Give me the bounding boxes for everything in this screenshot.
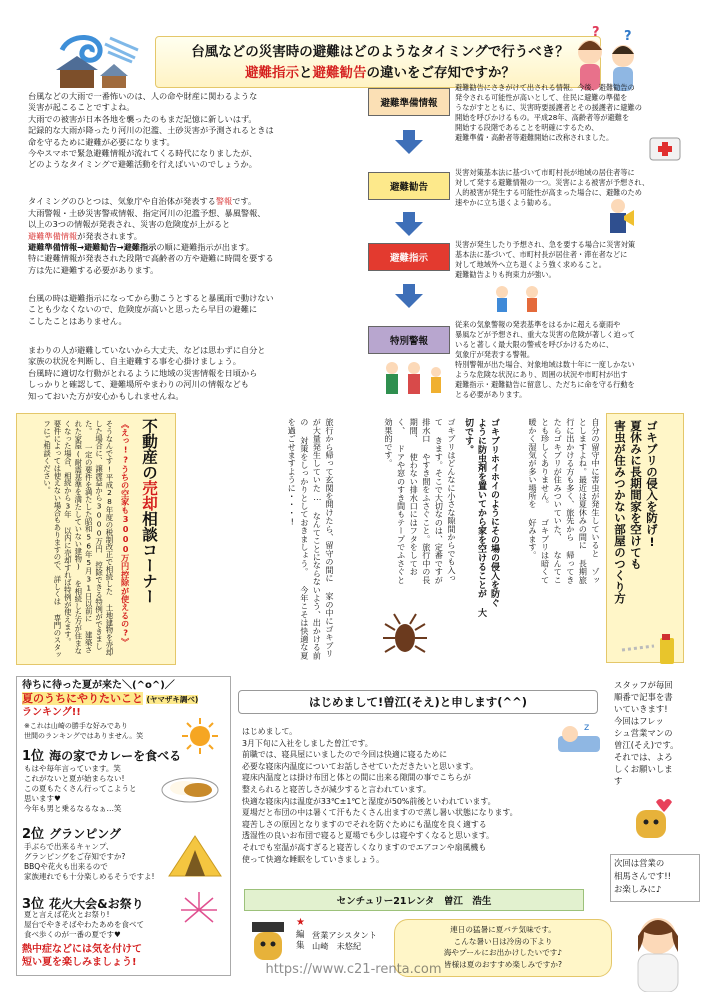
svg-text:?: ? [624,29,632,44]
flow-desc-prep: 避難勧告にさきがけて出される情報。今後、避難勧告の 発令される可能性が高いとして、住民に避難の準備を うながすとともに、災害時要援護者とその援護者に避難の 開始を呼びかけるもの。平成28年、高齢者等が避難を 開始する段階であることを明確にするため、 避難準備・高齢者等避難開始に改称されました。 [455,83,642,142]
cockroach-body-lead: ゴキブリホイホイのようにその場の侵入を防ぐ ように防虫剤を置いてから家を空けることが 大切です。 [463,418,499,617]
ranking-2: 2位 グランピング [22,827,121,842]
staff-message: スタッフが毎回 順番で記事を書 いていきます! 今回はフレッ シュ営業マンの 曽江(そえ)です。 それでは、よろ しくお願いしま す [614,680,679,786]
realestate-title: 不動産の売却相談コーナー [140,418,158,604]
staff-woman-photo [614,906,700,992]
article-typhoon-paragraph: 台風の時は避難指示になってから動こうとすると暴風雨で動けない ことも少なくないので、危険度が高いと思ったら早目の避難に こしたことはありません。 [28,293,274,326]
svg-text:?: ? [592,26,600,40]
article-timing-paragraph: タイミングのひとつは、気象庁や自治体が発表する警報です。 大雨警報・土砂災害警戒情報、指定河川の氾濫予想、暴風警報、 以上の3つの情報が発表され、災害の危険度が上がると 避難準備情報が発表されます。 避難準備情報→避難勧告→避難指示の順に避難指示が出ます。 特に避難情報が発表された段階で高齢者の方や避難に時間を要する 方は先に避難する必要があります。 [28,196,274,275]
intro-title: はじめまして!曽江(そえ)と申します(^^) [308,695,528,709]
first-aid-kit-icon [648,130,688,162]
typhoon-house-illustration [50,30,150,92]
cockroach-icon [380,612,430,656]
flow-arrow-1 [395,130,423,154]
summer-heading-main: 夏のうちにやりたいこと [22,692,143,705]
flow-step-prep: 避難準備情報 [368,88,450,116]
intro-signature: センチュリー21レンタ 曽江 浩生 [336,896,492,907]
header-title-line2: 避難指示と避難勧告の違いをご存知ですか？ [245,65,515,81]
cockroach-body-intro: 自分の留守中に害虫が発生していると ゾッとしますよね。最近は夏休みの間に 長期旅行に出かける方も多く、旅先から 帰ってきたらゴキブリが住みついていた、 なんてことも珍しくありません。 ゴキブリは暗くて暖かく湿気が多い場所を 好みます。 [528,418,601,584]
ranking-1-desc: もはや毎年言っています。笑 これがないと夏が始まらない! この夏もたくさん行ってこようと 思います♥ 今年も男と乗るなるなぁ…笑 [24,764,137,813]
realestate-subtitle: 《えっ!?うちの空家も3000万円控除が使えるの?》 [120,420,131,646]
header-title-line1: 台風などの災害時の避難はどのようなタイミングで行うべき？ [191,44,569,60]
glamping-tent-icon [165,832,225,882]
flow-desc-special: 従来の気象警報の発表基準をはるかに超える豪雨や 暴風などが予想され、重大な災害の危険が著しく迫って いると著しく最大限の警戒を呼びかけるために、 気象庁が発表する警報。 特別警報が出た場合、対象地域は数十年に一度しかない ような危険な状況にあり、周囲の状況や市町村が出す 避難指示・避難勧告に留意し、ただちに命を守る行動を とる必要があります。 [455,320,636,399]
flow-arrow-2 [395,212,423,236]
cockroach-body-closing: 旅行から帰って玄関を開けたら、留守の間に 家の中にゴキブリが大量発生していた… なんてことにならないよう、出かける前の 対策をしっかりとしておきましょう。 今年こそは快適な夏を過ごせますように・・・! [287,418,335,660]
running-people-icon [488,284,558,324]
article-intro-paragraph: 台風などの大雨で一番怖いのは、人の命や財産に関わるような 災害が起こることですよね。 大雨での被害が日本各地を襲ったのもまだ記憶に新しいはず。 記録的な大雨が降ったり河川の氾濫、土砂災害が予測されるときは 命を守るために避難が必要になります。 今やスマホで緊急避難情報が流れてくる時代になりましたが、 どのようなタイミングで避難活動を行えばいいのでしょうか。 [28,91,274,170]
flow-desc-order: 災害が発生したり予想され、急を要する場合に災害対策 基本法に基づいて、市町村長が居住者・滞在者などに 対して地域外へ立ち退くよう強く求めること。 避難勧告よりも拘束力が強い。 [455,240,636,279]
ranking-2-desc: 手ぶらで出来るキャンプ、 グランピングをご存知ですか? BBQや花火も出来るので 家族連れでも十分楽しめるそうですよ! [24,842,155,881]
fireworks-icon [172,888,226,932]
summer-heading: 待ちに待った夏が来た＼(^o^)／ 夏のうちにやりたいこと (ヤマザキ調べ) ランキング!! [22,680,199,718]
bug-spray-icon [612,634,692,668]
realestate-body: そうなんです!平成28年度の税制改正で相続した 土地建物を売却した場合に、譲渡益から3000万円 控除できる特例ができました。 一定の要件を満たした昭和56年5月31日以前に 建築された家屋(耐震基準を満たしていない建物) を相続した方が住まなくなった場合、相続から3年 以内に売却すれば特例が使えます。 要件によっては使えない場合もありますので、詳しくは 専門のスタッフにご相談ください。 [42,420,114,659]
next-writer: 次回は営業の 相馬さんです!! お楽しみに♪ [614,858,671,894]
speech-bubble-text: 連日の猛暑に夏バテ気味です。 こんな暑い日は冷房の下より 海やプールにお出かけしたいです♪ 皆様は夏のおすすめ楽しみですか? [443,925,563,969]
header-keyword-evac-advisory: 避難勧告 [312,65,367,81]
ranking-3-desc: 夏と言えば花火とお祭り! 屋台でやきそばやわたあめを食べて 食べ歩くのが一番の夏です♥ [24,910,144,939]
dog-heart-icon [630,796,674,842]
summer-note: ※これは山崎の勝手な好みであり 世間のランキングではありません。笑 [24,722,144,740]
editor-info: 営業アシスタント 山崎 未悠紀 [312,930,377,951]
mascot-dog-icon [248,918,288,964]
svg-text:z: z [584,722,590,733]
sun-icon [180,716,220,756]
flow-step-special: 特別警報 [368,326,450,354]
summer-footer: 熱中症などには気を付けて 短い夏を楽しみましょう! [22,944,142,968]
flow-arrow-3 [395,284,423,308]
article-self-evac-paragraph: まわりの人が避難していないから大丈夫、などは思わずに自分と 家族の状況を判断し、自主避難する事を心掛けましょう。 台風時に適切な行動がとれるように地域の災害情報を日頃から しっかりと確認して、避難場所やまわりの河川の情報なども 知っておいた方が安心かもしれませんね。 [28,345,266,401]
flow-desc-advisory: 災害対策基本法に基づいて市町村長が地域の居住者等に 対して発する避難情報の一つ。災害による被害が予想され、 人的被害が発生する可能性が高まった場合に、避難のため 速やかに立ち退くよう勧める。 [455,168,650,207]
cockroach-title: ゴキブリの侵入を防げ! 夏休みに長期間家を空けても 害虫が住みつかない部屋のつくり方 [613,420,659,604]
cockroach-body-sealing: ゴキブリはどんなに小さな隙間からでも入って きます。そこで大切なのは、定番ですが排水口 やすき間をふさぐこと。旅行中の長期間、 使わない排水口にはフタをしておく、 ドアや窓のすき間もテープでふさぐと 効果的です。 [384,418,457,584]
editor-star-icon: ★ [296,917,305,928]
footer-url[interactable]: https://www.c21-renta.com [265,962,442,977]
header-keyword-evac-order: 避難指示 [245,65,299,81]
intro-body: はじめまして。 3月下旬に入社をしました曽江です。 前職では、寝具屋にいましたので今回は快適に寝るために 必要な寝床内温度についてお話しさせていただきたいと思います。 寝床内温度とは掛け布団と体との間に出来る隙間の事でこちらが 整えられると寝苦しさが減少すると言われています。 快適な寝床内は温度が33℃±1℃と湿度が50%前後といわれています。 夏場だと布団の中は暑くて汗もたくさん出ますので蒸し暑い状態になります。 寝苦しさの原因となりますのでそれを防ぐためにも温度を良く適する 透湿性の良いお布団で寝ると夏場でも少しは寝やすくなると思います。 それでも室温が高すぎると寝苦しくなりますのでエアコンや扇風機も 使って快適な睡眠をしていきましょう。 [242,727,518,864]
evacuating-family-icon [380,358,450,398]
flow-step-advisory: 避難勧告 [368,172,450,200]
curry-rice-icon [160,760,220,804]
flow-step-order: 避難指示 [368,243,450,271]
megaphone-person-icon [602,196,636,236]
summer-source: (ヤマザキ調べ) [146,695,199,704]
editor-label: 編 集 [296,930,305,951]
ranking-1: 1位 海の家でカレーを食べる [22,749,182,764]
ranking-3: 3位 花火大会&お祭り [22,897,144,912]
sleeping-person-icon [556,718,602,756]
